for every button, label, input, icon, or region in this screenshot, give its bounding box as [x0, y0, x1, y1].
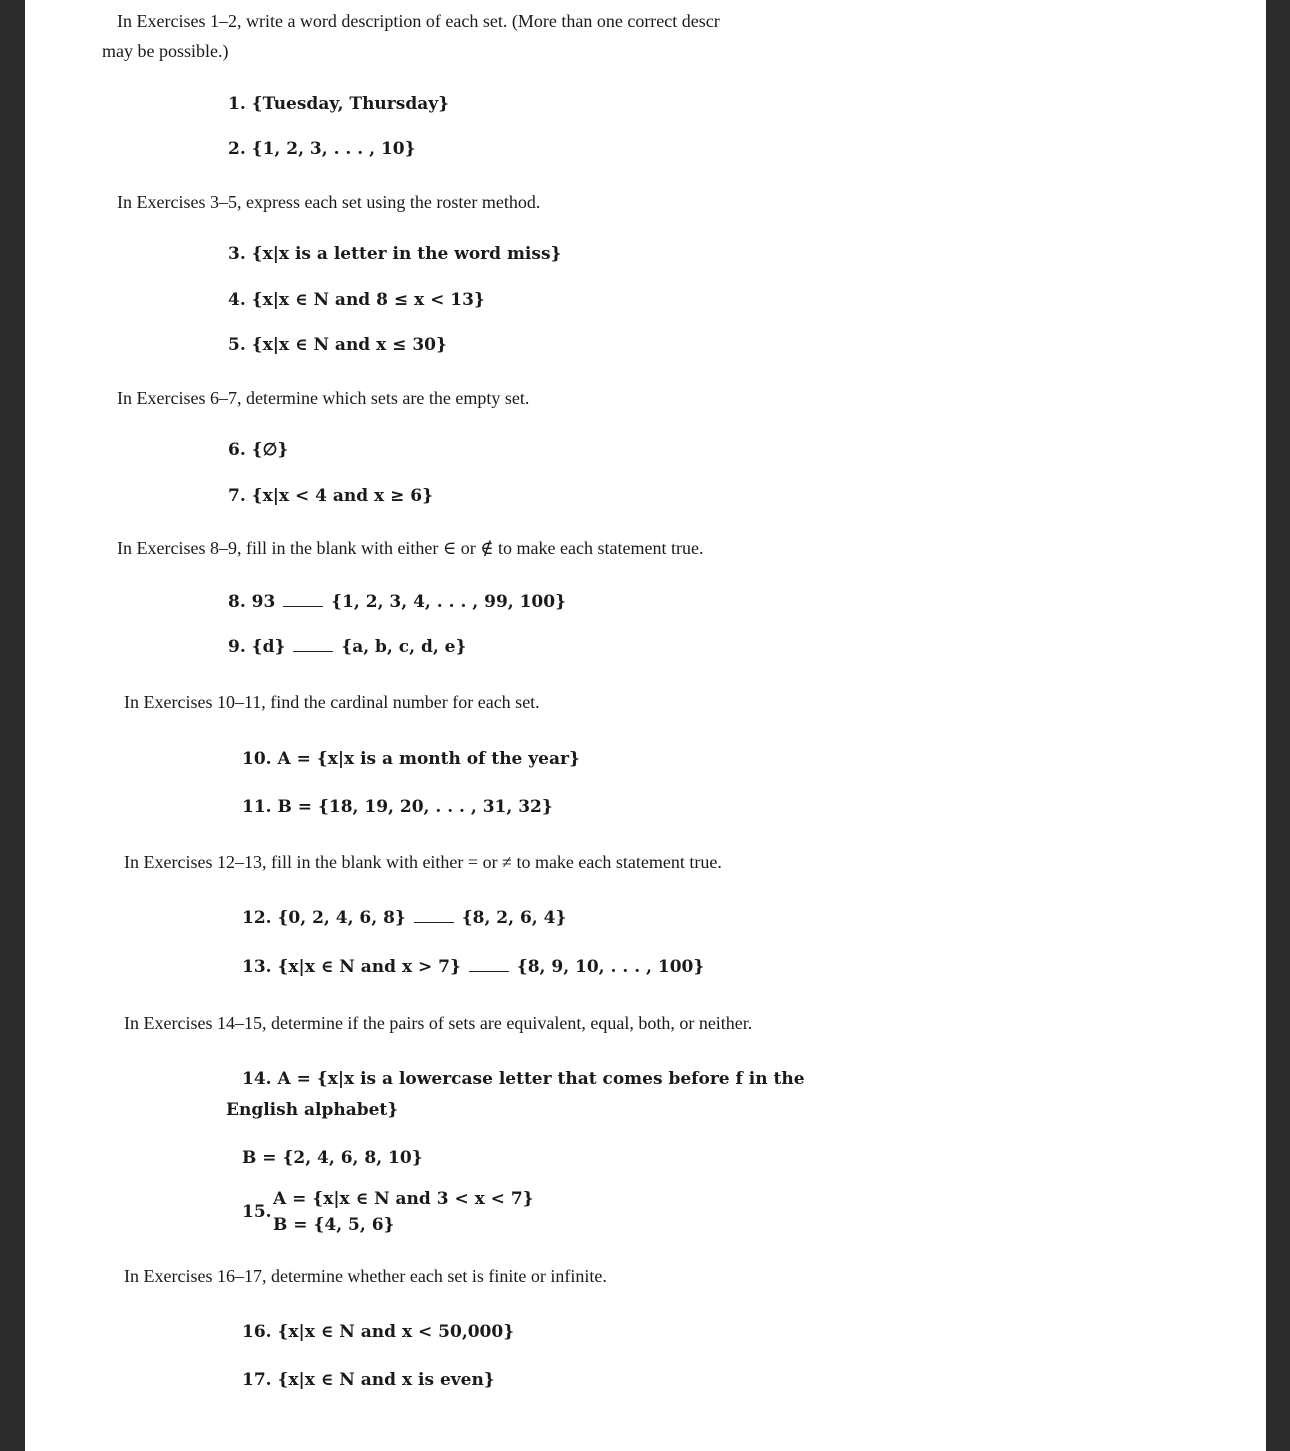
exercise-8-right: {1, 2, 3, 4, . . . , 99, 100} — [331, 592, 567, 612]
exercise-8-blank[interactable] — [283, 592, 323, 607]
exercise-12-left: 12. {0, 2, 4, 6, 8} — [242, 908, 406, 928]
exercise-9-blank[interactable] — [293, 637, 333, 652]
exercise-12 — [242, 908, 566, 928]
exercise-16: 16. {x|x ∈ N and x < 50,000} — [242, 1322, 515, 1342]
exercise-3: 3. {x|x is a letter in the word miss} — [228, 244, 562, 264]
exercise-9 — [228, 637, 466, 657]
instructions-6-7: In Exercises 6–7, determine which sets are the empty set. — [117, 388, 530, 408]
instructions-10-11: In Exercises 10–11, find the cardinal number for each set. — [124, 692, 540, 712]
exercise-2: 2. {1, 2, 3, . . . , 10} — [228, 139, 416, 159]
exercise-14-line2: English alphabet} — [226, 1100, 399, 1120]
exercise-12-right: {8, 2, 6, 4} — [461, 908, 567, 928]
instructions-3-5: In Exercises 3–5, express each set using the roster method. — [117, 192, 541, 212]
exercise-5: 5. {x|x ∈ N and x ≤ 30} — [228, 335, 447, 355]
exercise-6: 6. {∅} — [228, 440, 289, 460]
exercise-15-set-b: B = {4, 5, 6} — [273, 1215, 395, 1235]
instructions-8-9: In Exercises 8–9, fill in the blank with either ∈ or ∉ to make each statement true. — [117, 538, 704, 558]
exercise-14-line1: 14. A = {x|x is a lowercase letter that comes before f in the — [242, 1069, 805, 1089]
exercise-13 — [242, 957, 704, 977]
instructions-12-13: In Exercises 12–13, fill in the blank with either = or ≠ to make each statement true. — [124, 852, 722, 872]
exercise-9-right: {a, b, c, d, e} — [341, 637, 467, 657]
exercise-13-right: {8, 9, 10, . . . , 100} — [516, 957, 705, 977]
exercise-8 — [228, 592, 566, 612]
exercise-13-left: 13. {x|x ∈ N and x > 7} — [242, 957, 461, 977]
instructions-1-2-line2: may be possible.) — [102, 41, 229, 61]
exercise-13-blank[interactable] — [469, 957, 509, 972]
exercise-10: 10. A = {x|x is a month of the year} — [242, 749, 580, 769]
exercise-15-number: 15. — [242, 1202, 272, 1222]
exercise-9-left: 9. {d} — [228, 637, 286, 657]
instructions-1-2-line1: In Exercises 1–2, write a word description of each set. (More than one correct descr — [117, 11, 720, 31]
exercise-8-left: 8. 93 — [228, 592, 276, 612]
exercise-15-set-a: A = {x|x ∈ N and 3 < x < 7} — [273, 1189, 534, 1209]
instructions-16-17: In Exercises 16–17, determine whether each set is finite or infinite. — [124, 1266, 607, 1286]
exercise-1: 1. {Tuesday, Thursday} — [228, 94, 450, 114]
instructions-14-15: In Exercises 14–15, determine if the pairs of sets are equivalent, equal, both, or neither. — [124, 1013, 753, 1033]
document-page — [25, 0, 1266, 1451]
exercise-14-set-b: B = {2, 4, 6, 8, 10} — [242, 1148, 423, 1168]
exercise-4: 4. {x|x ∈ N and 8 ≤ x < 13} — [228, 290, 485, 310]
exercise-12-blank[interactable] — [414, 908, 454, 923]
exercise-11: 11. B = {18, 19, 20, . . . , 31, 32} — [242, 797, 553, 817]
exercise-17: 17. {x|x ∈ N and x is even} — [242, 1370, 495, 1390]
exercise-7: 7. {x|x < 4 and x ≥ 6} — [228, 486, 434, 506]
